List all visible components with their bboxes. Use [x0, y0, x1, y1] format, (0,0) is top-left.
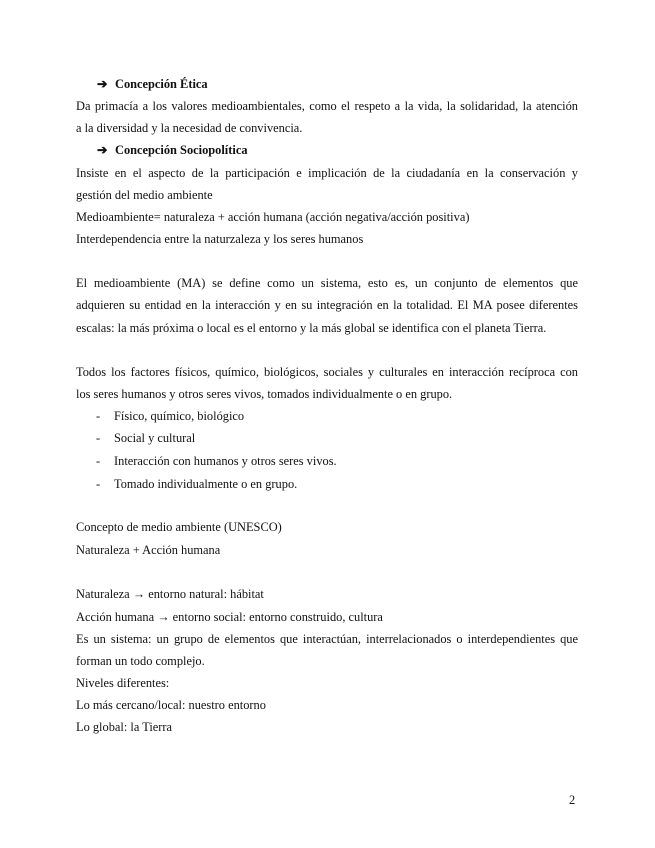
paragraph-line: Naturaleza → entorno natural: hábitat: [76, 587, 264, 601]
paragraph-line: gestión del medio ambiente: [76, 188, 213, 202]
list-item: - Social y cultural: [96, 431, 196, 445]
paragraph-line: Lo más cercano/local: nuestro entorno: [76, 698, 266, 712]
arrow-right-icon: ➔: [97, 143, 108, 157]
paragraph-line: El medioambiente (MA) se define como un sistema, esto es, un conjunto de elementos que: [76, 276, 578, 290]
paragraph-line: forman un todo complejo.: [76, 654, 205, 668]
list-item: - Tomado individualmente o en grupo.: [96, 477, 298, 491]
paragraph-line: Medioambiente= naturaleza + acción humana (acción negativa/acción positiva): [76, 210, 470, 224]
bullet-dash: -: [96, 477, 101, 491]
bullet-dash: -: [96, 409, 101, 423]
paragraph-line: Interdependencia entre la naturzaleza y los seres humanos: [76, 232, 364, 246]
paragraph-line: los seres humanos y otros seres vivos, tomados individualmente o en grupo.: [76, 387, 453, 401]
paragraph-line: Niveles diferentes:: [76, 676, 170, 690]
list-item: - Físico, químico, biológico: [96, 409, 245, 423]
paragraph-line: Naturaleza + Acción humana: [76, 543, 221, 557]
list-item: - Interacción con humanos y otros seres vivos.: [96, 454, 337, 468]
page-number: 2: [569, 793, 576, 807]
paragraph-line: Es un sistema: un grupo de elementos que interactúan, interrelacionados o interdependientes que: [76, 632, 578, 646]
paragraph-line: Insiste en el aspecto de la participación e implicación de la ciudadanía en la conservación y: [76, 166, 578, 180]
arrow-right-icon: ➔: [97, 77, 108, 91]
section-heading-sociopolitica: ➔ Concepción Sociopolítica: [97, 143, 248, 157]
paragraph-line: adquieren su entidad en la interacción y en su integración en la totalidad. El MA posee diferentes: [76, 298, 578, 312]
bullet-dash: -: [96, 431, 101, 445]
paragraph-line: Concepto de medio ambiente (UNESCO): [76, 520, 282, 534]
paragraph-line: a la diversidad y la necesidad de convivencia.: [76, 121, 303, 135]
paragraph-line: escalas: la más próxima o local es el entorno y la más global se identifica con el planeta Tierra.: [76, 321, 547, 335]
bullet-dash: -: [96, 454, 101, 468]
paragraph-line: Da primacía a los valores medioambientales, como el respeto a la vida, la solidaridad, la atención: [76, 99, 578, 113]
section-heading-etica: ➔ Concepción Ética: [97, 77, 208, 91]
paragraph-line: Lo global: la Tierra: [76, 720, 173, 734]
paragraph-line: Acción humana → entorno social: entorno construido, cultura: [76, 610, 383, 624]
paragraph-line: Todos los factores físicos, químico, biológicos, sociales y culturales en interacción recíproca con: [76, 365, 578, 379]
